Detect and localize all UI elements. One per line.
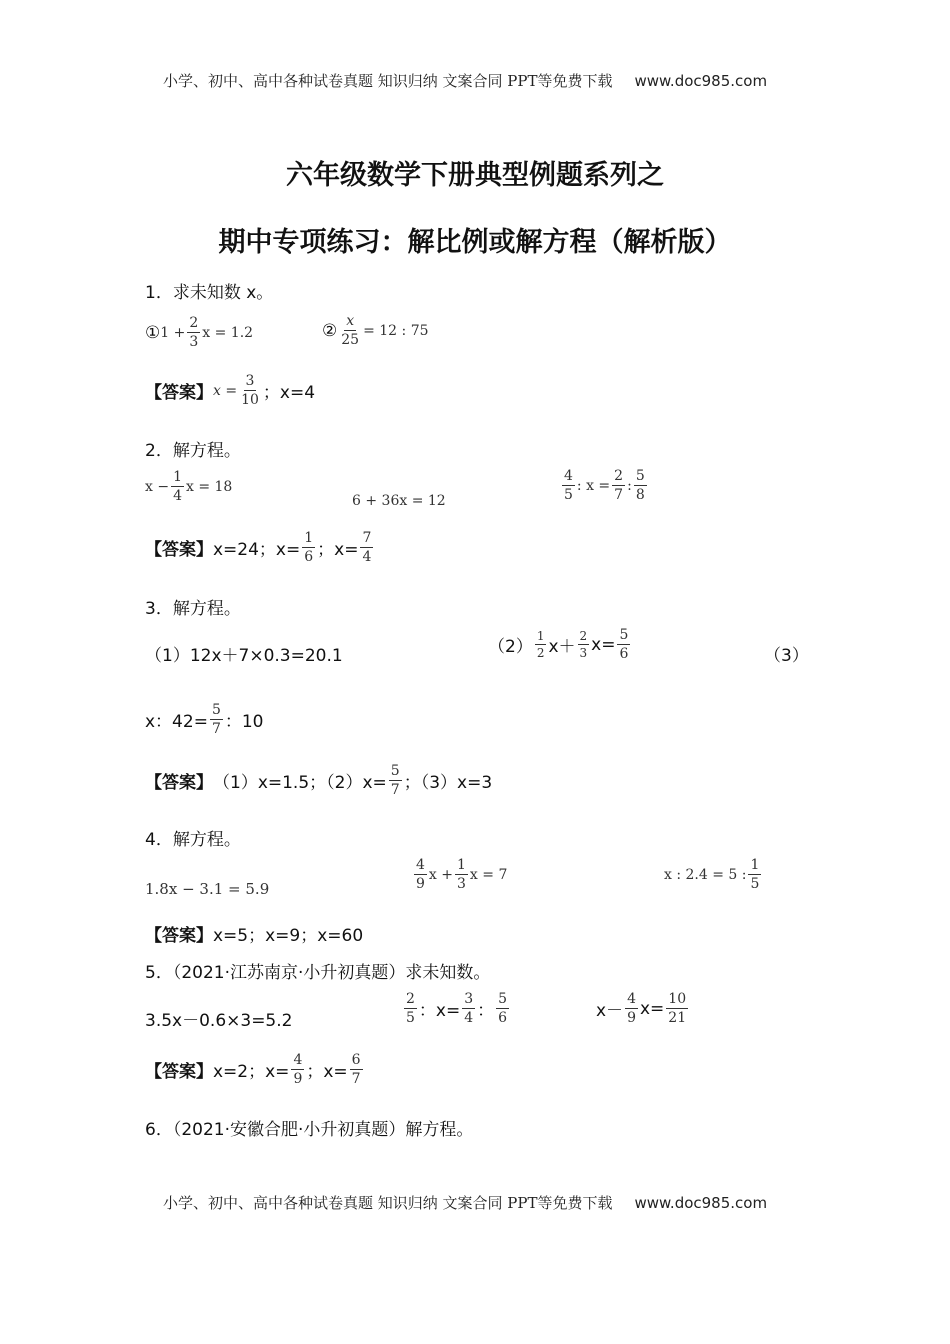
q4-eq3: x : 2.4 = 5 : $\frac{1}{5}$ bbox=[664, 857, 760, 892]
q4-eq1: 1.8x − 3.1 = 5.9 bbox=[145, 880, 270, 898]
q1-eq2: ② $\frac{x}{25}$ = 12 : 75 bbox=[322, 313, 429, 348]
q3-eq3-label: （3） bbox=[764, 646, 809, 666]
q5-eq2: $\frac{2}{5}$ ：x= $\frac{3}{4}$ ： $\frac{5}{6}$ bbox=[406, 991, 508, 1026]
q5-eq1: 3.5x－0.6×3=5.2 bbox=[145, 1011, 293, 1031]
header-text: 小学、初中、高中各种试卷真题 知识归纳 文案合同 PPT等免费下载 bbox=[163, 72, 613, 90]
q3-eq3: x：42= $\frac{5}{7}$ ：10 bbox=[145, 702, 264, 737]
page-footer bbox=[163, 1192, 767, 1213]
q1-answer: 【答案】 x = $\frac{3}{10}$ ；x=4 bbox=[145, 373, 316, 408]
q4-answer: 【答案】x=5；x=9；x=60 bbox=[145, 926, 364, 946]
q5-prompt: 5．（2021·江苏南京·小升初真题）求未知数。 bbox=[145, 963, 491, 983]
title-line-2: 期中专项练习：解比例或解方程（解析版） bbox=[218, 227, 732, 258]
footer-text: 小学、初中、高中各种试卷真题 知识归纳 文案合同 PPT等免费下载 bbox=[163, 1194, 613, 1212]
q2-answer: 【答案】 x=24；x= $\frac{1}{6}$ ；x= $\frac{7}{4}$ bbox=[145, 530, 372, 565]
q6-prompt: 6．（2021·安徽合肥·小升初真题）解方程。 bbox=[145, 1120, 474, 1140]
header-url[interactable]: www.doc985.com bbox=[634, 72, 768, 90]
q4-prompt: 4．解方程。 bbox=[145, 830, 241, 850]
q2-eq3: $\frac{4}{5}$ : x = $\frac{2}{7}$ : $\frac{5}{8}$ bbox=[564, 468, 645, 503]
q2-prompt: 2．解方程。 bbox=[145, 441, 241, 461]
q5-answer: 【答案】 x=2；x= $\frac{4}{9}$ ；x= $\frac{6}{7}$ bbox=[145, 1052, 361, 1087]
q3-answer: 【答案】 （1）x=1.5；（2）x= $\frac{5}{7}$ ；（3）x=3 bbox=[145, 763, 493, 798]
q4-eq2: $\frac{4}{9}$ x + $\frac{1}{3}$ x = 7 bbox=[416, 857, 508, 892]
footer-url[interactable]: www.doc985.com bbox=[634, 1194, 768, 1212]
page-header bbox=[163, 70, 767, 91]
q1-prompt: 1．求未知数 x。 bbox=[145, 283, 274, 303]
q5-eq3: x－ $\frac{4}{9}$ x= $\frac{10}{21}$ bbox=[596, 991, 687, 1026]
q3-prompt: 3．解方程。 bbox=[145, 599, 241, 619]
title-line-1: 六年级数学下册典型例题系列之 bbox=[286, 160, 664, 191]
q2-eq2: 6 + 36x = 12 bbox=[352, 493, 446, 509]
q3-eq2: （2） $\frac{1}{2}$ x＋ $\frac{2}{3}$ x= $\frac{5}{6}$ bbox=[488, 627, 629, 662]
q2-eq1: x − $\frac{1}{4}$ x = 18 bbox=[145, 469, 233, 504]
q1-eq1: ① 1 + $\frac{2}{3}$ x = 1.2 bbox=[145, 315, 254, 350]
q3-eq1: （1）12x＋7×0.3=20.1 bbox=[145, 646, 343, 666]
